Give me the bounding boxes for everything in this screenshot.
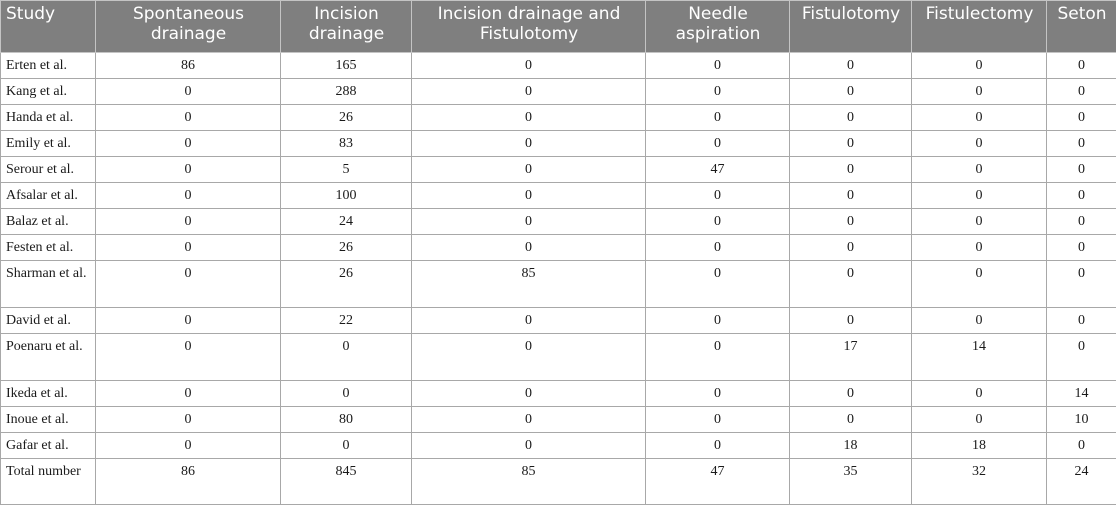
- value-cell: 0: [646, 308, 790, 334]
- value-cell: 0: [412, 209, 646, 235]
- value-cell: 24: [281, 209, 412, 235]
- value-cell: 86: [96, 459, 281, 505]
- table-row: [1, 308, 1116, 334]
- value-cell: 0: [790, 381, 912, 407]
- table-row: [1, 79, 1116, 105]
- value-cell: 0: [96, 235, 281, 261]
- value-cell: 0: [412, 334, 646, 381]
- value-cell: 0: [912, 261, 1047, 308]
- study-name-cell: Festen et al.: [1, 235, 96, 261]
- table-row: [1, 261, 1116, 308]
- value-cell: 0: [790, 235, 912, 261]
- value-cell: 0: [412, 381, 646, 407]
- value-cell: 0: [1047, 53, 1116, 79]
- value-cell: 0: [912, 235, 1047, 261]
- value-cell: 0: [1047, 79, 1116, 105]
- value-cell: 0: [412, 308, 646, 334]
- value-cell: 0: [912, 381, 1047, 407]
- value-cell: 0: [1047, 261, 1116, 308]
- value-cell: 0: [790, 53, 912, 79]
- value-cell: 5: [281, 157, 412, 183]
- table-row: [1, 433, 1116, 459]
- header-seton: Seton: [1047, 1, 1116, 53]
- value-cell: 0: [646, 334, 790, 381]
- study-name-cell: Emily et al.: [1, 131, 96, 157]
- study-name-cell: Afsalar et al.: [1, 183, 96, 209]
- value-cell: 0: [96, 131, 281, 157]
- study-name-cell: Inoue et al.: [1, 407, 96, 433]
- value-cell: 0: [412, 183, 646, 209]
- value-cell: 0: [412, 53, 646, 79]
- value-cell: 0: [1047, 105, 1116, 131]
- value-cell: 0: [1047, 157, 1116, 183]
- study-name-cell: David et al.: [1, 308, 96, 334]
- value-cell: 86: [96, 53, 281, 79]
- value-cell: 0: [96, 433, 281, 459]
- value-cell: 47: [646, 459, 790, 505]
- value-cell: 26: [281, 235, 412, 261]
- value-cell: 0: [1047, 308, 1116, 334]
- value-cell: 83: [281, 131, 412, 157]
- table-row: [1, 53, 1116, 79]
- study-name-cell: Ikeda et al.: [1, 381, 96, 407]
- value-cell: 10: [1047, 407, 1116, 433]
- value-cell: 0: [96, 79, 281, 105]
- value-cell: 0: [646, 183, 790, 209]
- value-cell: 17: [790, 334, 912, 381]
- value-cell: 26: [281, 105, 412, 131]
- study-name-cell: Serour et al.: [1, 157, 96, 183]
- header-study: Study: [1, 1, 96, 53]
- study-name-cell: Sharman et al.: [1, 261, 96, 308]
- header-fistulotomy: Fistulotomy: [790, 1, 912, 53]
- value-cell: 0: [412, 105, 646, 131]
- study-name-cell: Handa et al.: [1, 105, 96, 131]
- value-cell: 0: [412, 235, 646, 261]
- table-body: [1, 53, 1116, 505]
- value-cell: 100: [281, 183, 412, 209]
- value-cell: 0: [96, 209, 281, 235]
- value-cell: 0: [790, 407, 912, 433]
- value-cell: 0: [790, 79, 912, 105]
- value-cell: 80: [281, 407, 412, 433]
- study-name-cell: Gafar et al.: [1, 433, 96, 459]
- header-incision-drainage: Incision drainage: [281, 1, 412, 53]
- table-row: [1, 334, 1116, 381]
- table-row: [1, 157, 1116, 183]
- value-cell: 18: [912, 433, 1047, 459]
- value-cell: 0: [412, 131, 646, 157]
- value-cell: 14: [1047, 381, 1116, 407]
- study-name-cell: Erten et al.: [1, 53, 96, 79]
- value-cell: 85: [412, 459, 646, 505]
- value-cell: 0: [912, 407, 1047, 433]
- value-cell: 0: [790, 105, 912, 131]
- header-needle-aspiration: Needle aspiration: [646, 1, 790, 53]
- value-cell: 0: [912, 79, 1047, 105]
- value-cell: 288: [281, 79, 412, 105]
- header-incision-drainage-fistulotomy: Incision drainage and Fistulotomy: [412, 1, 646, 53]
- value-cell: 85: [412, 261, 646, 308]
- value-cell: 0: [646, 261, 790, 308]
- study-name-cell: Balaz et al.: [1, 209, 96, 235]
- value-cell: 0: [96, 183, 281, 209]
- value-cell: 0: [646, 105, 790, 131]
- value-cell: 0: [1047, 183, 1116, 209]
- value-cell: 845: [281, 459, 412, 505]
- value-cell: 0: [790, 183, 912, 209]
- value-cell: 0: [646, 53, 790, 79]
- value-cell: 0: [912, 308, 1047, 334]
- value-cell: 0: [96, 157, 281, 183]
- value-cell: 0: [412, 157, 646, 183]
- value-cell: 0: [281, 433, 412, 459]
- header-fistulectomy: Fistulectomy: [912, 1, 1047, 53]
- value-cell: 22: [281, 308, 412, 334]
- value-cell: 0: [790, 157, 912, 183]
- study-name-cell: Kang et al.: [1, 79, 96, 105]
- value-cell: 24: [1047, 459, 1116, 505]
- table-row: [1, 407, 1116, 433]
- table-row: [1, 381, 1116, 407]
- value-cell: 0: [912, 131, 1047, 157]
- value-cell: 0: [96, 105, 281, 131]
- value-cell: 0: [790, 209, 912, 235]
- value-cell: 26: [281, 261, 412, 308]
- value-cell: 0: [1047, 334, 1116, 381]
- value-cell: 0: [912, 53, 1047, 79]
- value-cell: 0: [790, 308, 912, 334]
- value-cell: 0: [96, 381, 281, 407]
- study-name-cell: Total number: [1, 459, 96, 505]
- value-cell: 0: [281, 334, 412, 381]
- value-cell: 0: [1047, 209, 1116, 235]
- value-cell: 0: [281, 381, 412, 407]
- value-cell: 0: [1047, 131, 1116, 157]
- value-cell: 0: [96, 407, 281, 433]
- value-cell: 0: [912, 209, 1047, 235]
- value-cell: 18: [790, 433, 912, 459]
- value-cell: 0: [790, 131, 912, 157]
- value-cell: 14: [912, 334, 1047, 381]
- value-cell: 0: [412, 433, 646, 459]
- study-name-cell: Poenaru et al.: [1, 334, 96, 381]
- value-cell: 0: [646, 235, 790, 261]
- value-cell: 0: [96, 334, 281, 381]
- value-cell: 165: [281, 53, 412, 79]
- table-row: [1, 105, 1116, 131]
- value-cell: 35: [790, 459, 912, 505]
- value-cell: 0: [412, 407, 646, 433]
- value-cell: 0: [1047, 433, 1116, 459]
- value-cell: 0: [646, 131, 790, 157]
- value-cell: 0: [412, 79, 646, 105]
- value-cell: 32: [912, 459, 1047, 505]
- value-cell: 0: [790, 261, 912, 308]
- value-cell: 0: [1047, 235, 1116, 261]
- value-cell: 47: [646, 157, 790, 183]
- table-row: [1, 183, 1116, 209]
- value-cell: 0: [912, 105, 1047, 131]
- value-cell: 0: [646, 407, 790, 433]
- value-cell: 0: [96, 261, 281, 308]
- header-spontaneous-drainage: Spontaneous drainage: [96, 1, 281, 53]
- value-cell: 0: [912, 157, 1047, 183]
- table-row: [1, 209, 1116, 235]
- table-row: [1, 235, 1116, 261]
- value-cell: 0: [912, 183, 1047, 209]
- value-cell: 0: [646, 433, 790, 459]
- value-cell: 0: [96, 308, 281, 334]
- value-cell: 0: [646, 381, 790, 407]
- value-cell: 0: [646, 209, 790, 235]
- header-row: [1, 1, 1116, 53]
- value-cell: 0: [646, 79, 790, 105]
- table-row: [1, 131, 1116, 157]
